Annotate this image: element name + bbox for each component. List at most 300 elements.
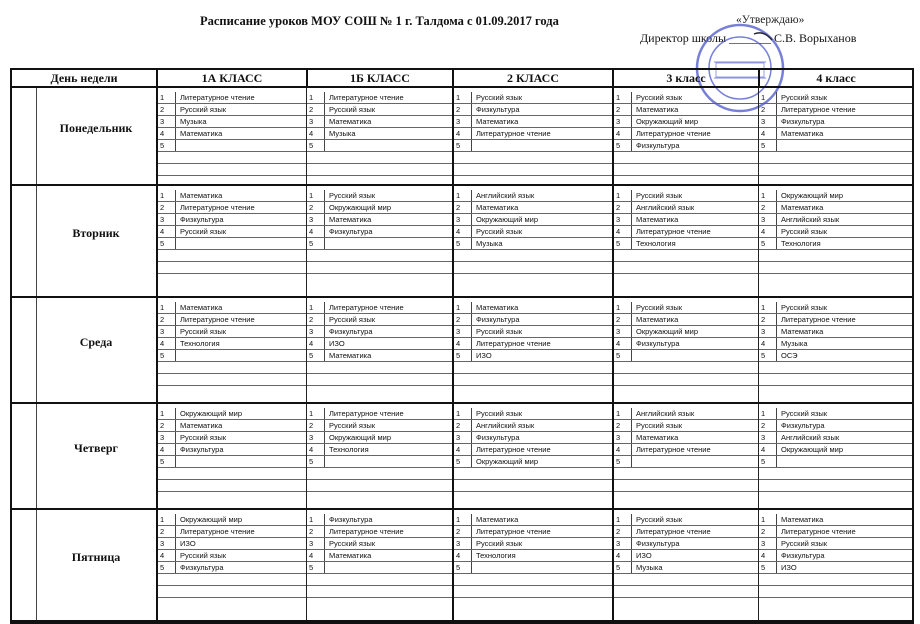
- header-class-3: 3 класс: [666, 71, 706, 85]
- lesson-subject: Русский язык: [781, 93, 828, 102]
- lesson-number: 5: [158, 350, 176, 361]
- lesson-row: [158, 338, 306, 350]
- lesson-row: [614, 190, 758, 202]
- class-column-2: [452, 404, 612, 508]
- lesson-row: [307, 116, 452, 128]
- lesson-row: [759, 238, 912, 250]
- lesson-subject: ОСЭ: [781, 351, 798, 360]
- lesson-number: 2: [307, 526, 325, 537]
- lesson-number: 4: [759, 338, 777, 349]
- lesson-row: [307, 526, 452, 538]
- lesson-subject: Окружающий мир: [180, 515, 242, 524]
- lesson-subject: Окружающий мир: [180, 409, 242, 418]
- page-title: Расписание уроков МОУ СОШ № 1 г. Талдома с 01.09.2017 года: [200, 14, 559, 28]
- lesson-row: [158, 190, 306, 202]
- day-name: Понедельник: [59, 121, 133, 135]
- lesson-subject: Литературное чтение: [329, 527, 404, 536]
- lesson-row: [614, 550, 758, 562]
- empty-row: [307, 250, 452, 262]
- lesson-number: 4: [454, 550, 472, 561]
- class-column-1b: [306, 186, 452, 296]
- lesson-row: [158, 550, 306, 562]
- lesson-number: 2: [158, 420, 176, 431]
- lesson-number: 5: [158, 140, 176, 151]
- empty-row: [759, 468, 912, 480]
- lesson-number: 2: [759, 420, 777, 431]
- lesson-number: 3: [759, 214, 777, 225]
- lesson-number: 1: [307, 514, 325, 525]
- lesson-number: 5: [759, 562, 777, 573]
- lesson-number: 1: [759, 190, 777, 201]
- lesson-row: [158, 514, 306, 526]
- lesson-number: 4: [307, 226, 325, 237]
- lesson-subject: Литературное чтение: [329, 93, 404, 102]
- lesson-row: [454, 338, 612, 350]
- lesson-number: 1: [614, 408, 632, 419]
- empty-row: [158, 480, 306, 492]
- empty-row: [158, 152, 306, 164]
- class-column-3: [612, 510, 758, 620]
- lesson-number: 5: [158, 562, 176, 573]
- lesson-subject: Математика: [476, 117, 519, 126]
- lesson-subject: Английский язык: [781, 433, 840, 442]
- lesson-subject: Литературное чтение: [476, 129, 551, 138]
- lesson-subject: Математика: [476, 203, 519, 212]
- empty-row: [454, 480, 612, 492]
- lesson-number: 4: [759, 550, 777, 561]
- lesson-subject: Математика: [329, 215, 372, 224]
- lesson-row: [759, 302, 912, 314]
- lesson-subject: Литературное чтение: [781, 315, 856, 324]
- empty-row: [454, 152, 612, 164]
- lesson-subject: ИЗО: [636, 551, 652, 560]
- lesson-row: [454, 128, 612, 140]
- lesson-row: [158, 128, 306, 140]
- lesson-row: [454, 214, 612, 226]
- lesson-row: [307, 92, 452, 104]
- lesson-number: 4: [614, 444, 632, 455]
- lesson-number: 3: [307, 432, 325, 443]
- lesson-number: 5: [307, 562, 325, 573]
- lesson-row: [307, 238, 452, 250]
- lesson-number: 4: [454, 128, 472, 139]
- lesson-subject: Математика: [781, 203, 824, 212]
- lesson-subject: Математика: [781, 515, 824, 524]
- lesson-row: [454, 92, 612, 104]
- lesson-row: [614, 338, 758, 350]
- empty-row: [759, 164, 912, 176]
- lesson-subject: Математика: [180, 129, 223, 138]
- lesson-number: 5: [454, 456, 472, 467]
- lesson-row: [759, 526, 912, 538]
- lesson-subject: Литературное чтение: [329, 303, 404, 312]
- lesson-row: [454, 538, 612, 550]
- class-column-4: [758, 298, 912, 402]
- empty-row: [158, 574, 306, 586]
- empty-row: [307, 164, 452, 176]
- lesson-subject: Технология: [476, 551, 516, 560]
- lesson-row: [614, 214, 758, 226]
- class-column-2: [452, 88, 612, 184]
- lesson-subject: Окружающий мир: [476, 215, 538, 224]
- lesson-subject: Русский язык: [636, 303, 683, 312]
- lesson-number: 3: [454, 326, 472, 337]
- lesson-row: [454, 408, 612, 420]
- lesson-subject: Математика: [180, 421, 223, 430]
- class-column-3: [612, 298, 758, 402]
- day-row: [12, 186, 912, 298]
- lesson-number: 4: [759, 226, 777, 237]
- lesson-subject: Окружающий мир: [636, 117, 698, 126]
- lesson-row: [614, 226, 758, 238]
- lesson-number: 2: [158, 526, 176, 537]
- lesson-row: [454, 326, 612, 338]
- lesson-number: 1: [614, 302, 632, 313]
- empty-row: [454, 586, 612, 598]
- lesson-subject: Литературное чтение: [180, 93, 255, 102]
- empty-row: [307, 480, 452, 492]
- lesson-row: [759, 104, 912, 116]
- lesson-number: 5: [307, 238, 325, 249]
- lesson-row: [759, 190, 912, 202]
- lesson-number: 3: [614, 116, 632, 127]
- lesson-number: 1: [454, 302, 472, 313]
- lesson-row: [158, 238, 306, 250]
- lesson-row: [614, 420, 758, 432]
- lesson-row: [307, 202, 452, 214]
- lesson-number: 2: [759, 202, 777, 213]
- lesson-row: [614, 514, 758, 526]
- lesson-number: 2: [307, 202, 325, 213]
- empty-row: [307, 152, 452, 164]
- lesson-number: 5: [307, 350, 325, 361]
- lesson-number: 3: [614, 214, 632, 225]
- lesson-number: 2: [454, 104, 472, 115]
- empty-row: [759, 480, 912, 492]
- lesson-number: 5: [614, 562, 632, 573]
- class-column-3: [612, 404, 758, 508]
- lesson-row: [614, 350, 758, 362]
- lesson-subject: Математика: [636, 105, 679, 114]
- lesson-row: [307, 190, 452, 202]
- lesson-row: [454, 550, 612, 562]
- empty-row: [307, 468, 452, 480]
- lesson-subject: Музыка: [476, 239, 503, 248]
- day-row: [12, 510, 912, 622]
- lesson-row: [759, 432, 912, 444]
- lesson-subject: ИЗО: [781, 563, 797, 572]
- empty-row: [759, 362, 912, 374]
- lesson-subject: Математика: [329, 351, 372, 360]
- lesson-subject: Окружающий мир: [781, 191, 843, 200]
- class-column-1b: [306, 510, 452, 620]
- lesson-row: [759, 140, 912, 152]
- lesson-row: [454, 190, 612, 202]
- lesson-row: [158, 116, 306, 128]
- empty-row: [614, 250, 758, 262]
- lesson-row: [614, 432, 758, 444]
- lesson-number: 4: [307, 550, 325, 561]
- lesson-number: 5: [614, 350, 632, 361]
- lesson-subject: Русский язык: [180, 227, 227, 236]
- lesson-number: 5: [454, 140, 472, 151]
- lesson-subject: Технология: [636, 239, 676, 248]
- lesson-number: 1: [307, 302, 325, 313]
- lesson-subject: Математика: [476, 303, 519, 312]
- lesson-row: [158, 350, 306, 362]
- lesson-row: [614, 562, 758, 574]
- lesson-number: 4: [454, 444, 472, 455]
- lesson-number: 3: [759, 326, 777, 337]
- lesson-subject: Физкультура: [329, 515, 373, 524]
- lesson-number: 1: [454, 190, 472, 201]
- lesson-number: 5: [454, 350, 472, 361]
- lesson-subject: Русский язык: [781, 227, 828, 236]
- lesson-number: 1: [158, 514, 176, 525]
- lesson-number: 1: [759, 92, 777, 103]
- lesson-row: [307, 350, 452, 362]
- lesson-subject: Музыка: [781, 339, 808, 348]
- class-column-4: [758, 510, 912, 620]
- lesson-row: [307, 226, 452, 238]
- lesson-subject: Литературное чтение: [781, 527, 856, 536]
- lesson-subject: Английский язык: [781, 215, 840, 224]
- lesson-row: [454, 514, 612, 526]
- lesson-number: 2: [614, 104, 632, 115]
- lesson-number: 3: [158, 326, 176, 337]
- empty-row: [759, 152, 912, 164]
- empty-row: [158, 262, 306, 274]
- lesson-number: 5: [158, 456, 176, 467]
- lesson-number: 2: [759, 526, 777, 537]
- lesson-subject: Русский язык: [329, 421, 376, 430]
- lesson-row: [614, 104, 758, 116]
- lesson-subject: ИЗО: [329, 339, 345, 348]
- lesson-number: 5: [454, 238, 472, 249]
- lesson-subject: Русский язык: [476, 327, 523, 336]
- lesson-number: 1: [158, 190, 176, 201]
- lesson-number: 1: [307, 190, 325, 201]
- lesson-number: 5: [307, 456, 325, 467]
- lesson-row: [454, 140, 612, 152]
- lesson-subject: Литературное чтение: [636, 129, 711, 138]
- lesson-row: [307, 538, 452, 550]
- lesson-number: 5: [307, 140, 325, 151]
- class-column-1a: [156, 404, 306, 508]
- lesson-subject: Физкультура: [636, 141, 680, 150]
- empty-row: [614, 164, 758, 176]
- lesson-number: 5: [759, 350, 777, 361]
- lesson-row: [454, 226, 612, 238]
- lesson-row: [614, 140, 758, 152]
- lesson-subject: Русский язык: [781, 409, 828, 418]
- lesson-number: 1: [759, 514, 777, 525]
- lesson-number: 5: [614, 456, 632, 467]
- lesson-subject: Русский язык: [476, 227, 523, 236]
- lesson-number: 4: [614, 550, 632, 561]
- lesson-subject: Математика: [180, 191, 223, 200]
- lesson-subject: Литературное чтение: [329, 409, 404, 418]
- lesson-number: 2: [614, 526, 632, 537]
- lesson-number: 4: [158, 128, 176, 139]
- lesson-subject: Русский язык: [781, 303, 828, 312]
- lesson-number: 1: [614, 92, 632, 103]
- lesson-row: [759, 326, 912, 338]
- lesson-row: [614, 202, 758, 214]
- empty-row: [158, 362, 306, 374]
- lesson-subject: Физкультура: [180, 215, 224, 224]
- lesson-row: [614, 128, 758, 140]
- lesson-number: 3: [614, 538, 632, 549]
- lesson-number: 3: [158, 116, 176, 127]
- lesson-number: 1: [759, 302, 777, 313]
- class-column-1a: [156, 510, 306, 620]
- lesson-row: [158, 432, 306, 444]
- empty-row: [454, 574, 612, 586]
- lesson-subject: Математика: [636, 315, 679, 324]
- lesson-row: [759, 92, 912, 104]
- lesson-row: [158, 420, 306, 432]
- lesson-row: [307, 128, 452, 140]
- lesson-number: 3: [307, 214, 325, 225]
- lesson-number: 2: [158, 202, 176, 213]
- empty-row: [614, 374, 758, 386]
- lesson-row: [454, 116, 612, 128]
- lesson-number: 4: [759, 128, 777, 139]
- lesson-row: [158, 408, 306, 420]
- lesson-subject: Технология: [329, 445, 369, 454]
- lesson-row: [759, 420, 912, 432]
- empty-row: [614, 152, 758, 164]
- lesson-row: [614, 314, 758, 326]
- empty-row: [614, 468, 758, 480]
- lesson-row: [454, 562, 612, 574]
- lesson-row: [759, 116, 912, 128]
- empty-row: [307, 574, 452, 586]
- lesson-row: [307, 314, 452, 326]
- empty-row: [454, 250, 612, 262]
- lesson-subject: Английский язык: [636, 203, 695, 212]
- empty-row: [158, 374, 306, 386]
- lesson-number: 1: [454, 408, 472, 419]
- empty-row: [454, 362, 612, 374]
- lesson-subject: Литературное чтение: [180, 315, 255, 324]
- class-column-4: [758, 88, 912, 184]
- lesson-number: 3: [454, 116, 472, 127]
- lesson-row: [307, 214, 452, 226]
- lesson-row: [158, 226, 306, 238]
- lesson-subject: Физкультура: [329, 327, 373, 336]
- lesson-subject: Русский язык: [636, 93, 683, 102]
- class-column-1b: [306, 404, 452, 508]
- lesson-number: 3: [759, 432, 777, 443]
- schedule-table: [10, 68, 914, 624]
- lesson-row: [454, 420, 612, 432]
- lesson-number: 3: [454, 214, 472, 225]
- lesson-subject: Физкультура: [476, 105, 520, 114]
- lesson-number: 3: [307, 326, 325, 337]
- lesson-row: [307, 338, 452, 350]
- empty-row: [759, 574, 912, 586]
- lesson-subject: Физкультура: [781, 421, 825, 430]
- lesson-row: [307, 550, 452, 562]
- empty-row: [614, 480, 758, 492]
- lesson-row: [158, 104, 306, 116]
- lesson-subject: Русский язык: [180, 105, 227, 114]
- empty-row: [614, 362, 758, 374]
- empty-row: [614, 574, 758, 586]
- lesson-number: 3: [158, 214, 176, 225]
- lesson-row: [454, 202, 612, 214]
- lesson-number: 4: [454, 226, 472, 237]
- empty-row: [614, 262, 758, 274]
- lesson-subject: Музыка: [329, 129, 356, 138]
- lesson-subject: Музыка: [636, 563, 663, 572]
- lesson-subject: Литературное чтение: [476, 445, 551, 454]
- header-class-2: 2 КЛАСС: [506, 71, 560, 85]
- lesson-number: 2: [759, 104, 777, 115]
- lesson-row: [614, 326, 758, 338]
- lesson-subject: Математика: [180, 303, 223, 312]
- lesson-row: [454, 302, 612, 314]
- lesson-subject: Литературное чтение: [636, 527, 711, 536]
- lesson-subject: Литературное чтение: [636, 445, 711, 454]
- lesson-number: 4: [158, 226, 176, 237]
- lesson-subject: Литературное чтение: [636, 227, 711, 236]
- lesson-row: [614, 444, 758, 456]
- lesson-subject: Литературное чтение: [180, 203, 255, 212]
- lesson-row: [454, 104, 612, 116]
- lesson-row: [614, 116, 758, 128]
- lesson-row: [759, 408, 912, 420]
- lesson-number: 4: [614, 226, 632, 237]
- lesson-row: [759, 538, 912, 550]
- lesson-subject: Окружающий мир: [636, 327, 698, 336]
- empty-row: [759, 374, 912, 386]
- lesson-row: [158, 140, 306, 152]
- lesson-subject: Физкультура: [329, 227, 373, 236]
- table-header: [12, 70, 912, 88]
- lesson-row: [158, 314, 306, 326]
- lesson-number: 1: [158, 302, 176, 313]
- lesson-number: 2: [454, 314, 472, 325]
- lesson-subject: Русский язык: [329, 539, 376, 548]
- lesson-number: 3: [759, 116, 777, 127]
- lesson-row: [158, 202, 306, 214]
- lesson-number: 2: [307, 314, 325, 325]
- lesson-row: [454, 350, 612, 362]
- lesson-number: 1: [158, 92, 176, 103]
- director-signature: Директор школы _______ С.В. Ворыханов: [640, 31, 857, 45]
- lesson-row: [614, 238, 758, 250]
- lesson-row: [759, 550, 912, 562]
- lesson-subject: Физкультура: [636, 539, 680, 548]
- lesson-row: [759, 338, 912, 350]
- lesson-subject: Литературное чтение: [476, 339, 551, 348]
- lesson-row: [158, 444, 306, 456]
- empty-row: [614, 586, 758, 598]
- class-column-2: [452, 298, 612, 402]
- lesson-number: 5: [759, 456, 777, 467]
- lesson-row: [307, 444, 452, 456]
- lesson-number: 5: [759, 238, 777, 249]
- lesson-subject: Физкультура: [476, 433, 520, 442]
- day-name: Вторник: [72, 226, 120, 240]
- lesson-subject: Русский язык: [476, 539, 523, 548]
- lesson-subject: Математика: [781, 129, 824, 138]
- lesson-subject: Русский язык: [329, 105, 376, 114]
- class-column-4: [758, 404, 912, 508]
